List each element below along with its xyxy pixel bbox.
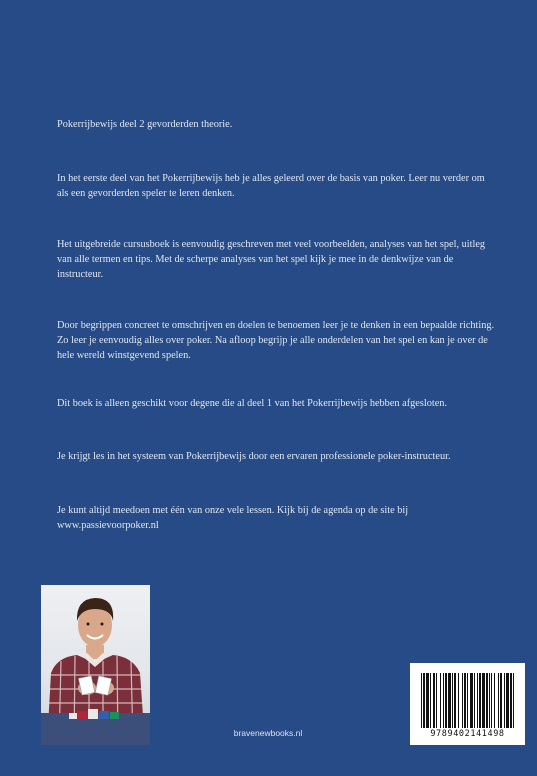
barcode-bar — [423, 673, 425, 728]
intro-paragraph: In het eerste deel van het Pokerrijbewijs heb je alles geleerd over de basis van poker. Leer nu verder om als een gevorderden speler te leren denken. — [57, 173, 485, 199]
barcode-bar — [467, 673, 468, 728]
barcode-bar — [513, 673, 514, 728]
barcode-bars — [421, 673, 515, 728]
barcode-bar — [452, 673, 453, 728]
barcode-bar — [433, 673, 435, 728]
course-book-paragraph: Het uitgebreide cursusboek is eenvoudig geschreven met veel voorbeelden, analyses van het spel, uitleg van alle termen en tips. Met de scherpe analyses van het spel kijk je mee in de denkwijze van de instructeur. — [57, 239, 486, 280]
requirement-paragraph: Dit boek is alleen geschikt voor degene die al deel 1 van het Pokerrijbewijs hebben afgesloten. — [57, 398, 448, 409]
barcode-bar — [474, 673, 475, 728]
barcode-bar — [458, 673, 459, 728]
lessons-paragraph: Je kunt altijd meedoen met één van onze vele lessen. Kijk bij de agenda op de site bij www.passievoorpoker.nl — [57, 505, 409, 531]
barcode-bar — [426, 673, 429, 728]
barcode-bar — [464, 673, 466, 728]
barcode-bar — [479, 673, 481, 728]
barcode-bar — [421, 673, 422, 728]
barcode-bar — [504, 673, 505, 728]
barcode-bar — [436, 673, 437, 728]
barcode-bar — [506, 673, 509, 728]
barcode-bar — [489, 673, 490, 728]
isbn-barcode — [410, 663, 525, 745]
barcode-bar — [462, 673, 463, 728]
barcode-bar — [443, 673, 444, 728]
instructor-paragraph: Je krijgt les in het systeem van Pokerrijbewijs door een ervaren professionele poker-instructeur. — [57, 451, 451, 462]
barcode-bar — [477, 673, 478, 728]
barcode-bar — [498, 673, 499, 728]
barcode-bar — [448, 673, 451, 728]
barcode-bar — [440, 673, 441, 728]
publisher-label: bravenewbooks.nl — [233, 728, 303, 738]
barcode-bar — [491, 673, 492, 728]
barcode-bar — [510, 673, 512, 728]
barcode-bar — [486, 673, 488, 728]
barcode-bar — [454, 673, 456, 728]
barcode-bar — [500, 673, 502, 728]
isbn-number: 9789402141498 — [430, 729, 505, 739]
barcode-bar — [470, 673, 473, 728]
barcode-bar — [445, 673, 447, 728]
subtitle-paragraph: Pokerrijbewijs deel 2 gevorderden theorie. — [57, 119, 233, 130]
concepts-paragraph: Door begrippen concreet te omschrijven en doelen te benoemen leer je te denken in een bepaalde richting. Zo leer je eenvoudig alles over poker. Na afloop begrijp je alle onderdelen van het spel en kan je over de hele wereld winstgevend spelen. — [57, 320, 495, 361]
barcode-bar — [494, 673, 495, 728]
barcode-bar — [430, 673, 431, 728]
barcode-bar — [482, 673, 485, 728]
author-photo — [41, 585, 150, 745]
